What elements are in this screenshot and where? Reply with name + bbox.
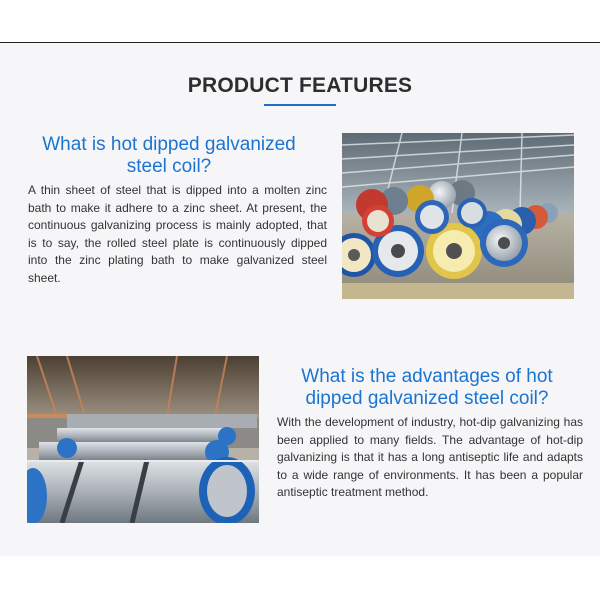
steel-coil-rows-photo [27, 356, 259, 523]
section-2-body: With the development of industry, hot-dip galvanizing has been applied to many fields. The advantage of hot-dip galvanizing is that it has a long antiseptic life and adapts to a wide range of environments. It has been a popular antiseptic treatment method. [277, 415, 583, 499]
steel-coil-warehouse-photo [342, 133, 574, 299]
section-2-heading-line-1: What is the advantages of hot [301, 366, 553, 387]
section-1-heading-line-1: What is hot dipped galvanized [42, 134, 296, 155]
page-title: PRODUCT FEATURES [187, 74, 413, 97]
bottom-band [0, 556, 600, 600]
section-2-heading-line-2: dipped galvanized steel coil? [305, 388, 549, 409]
section-2-heading [262, 366, 592, 410]
section-1-heading-line-2: steel coil? [126, 156, 212, 177]
section-1-heading [24, 134, 314, 178]
section-1-body: A thin sheet of steel that is dipped into a molten zinc bath to make it adhere to a zinc sheet. At present, the continuous galvanizing process is mainly adopted, that is to say, the rolled steel plate is continuously dipped into the zinc plating bath to make galvanized steel sheet. [28, 183, 327, 285]
title-underline [264, 104, 336, 106]
